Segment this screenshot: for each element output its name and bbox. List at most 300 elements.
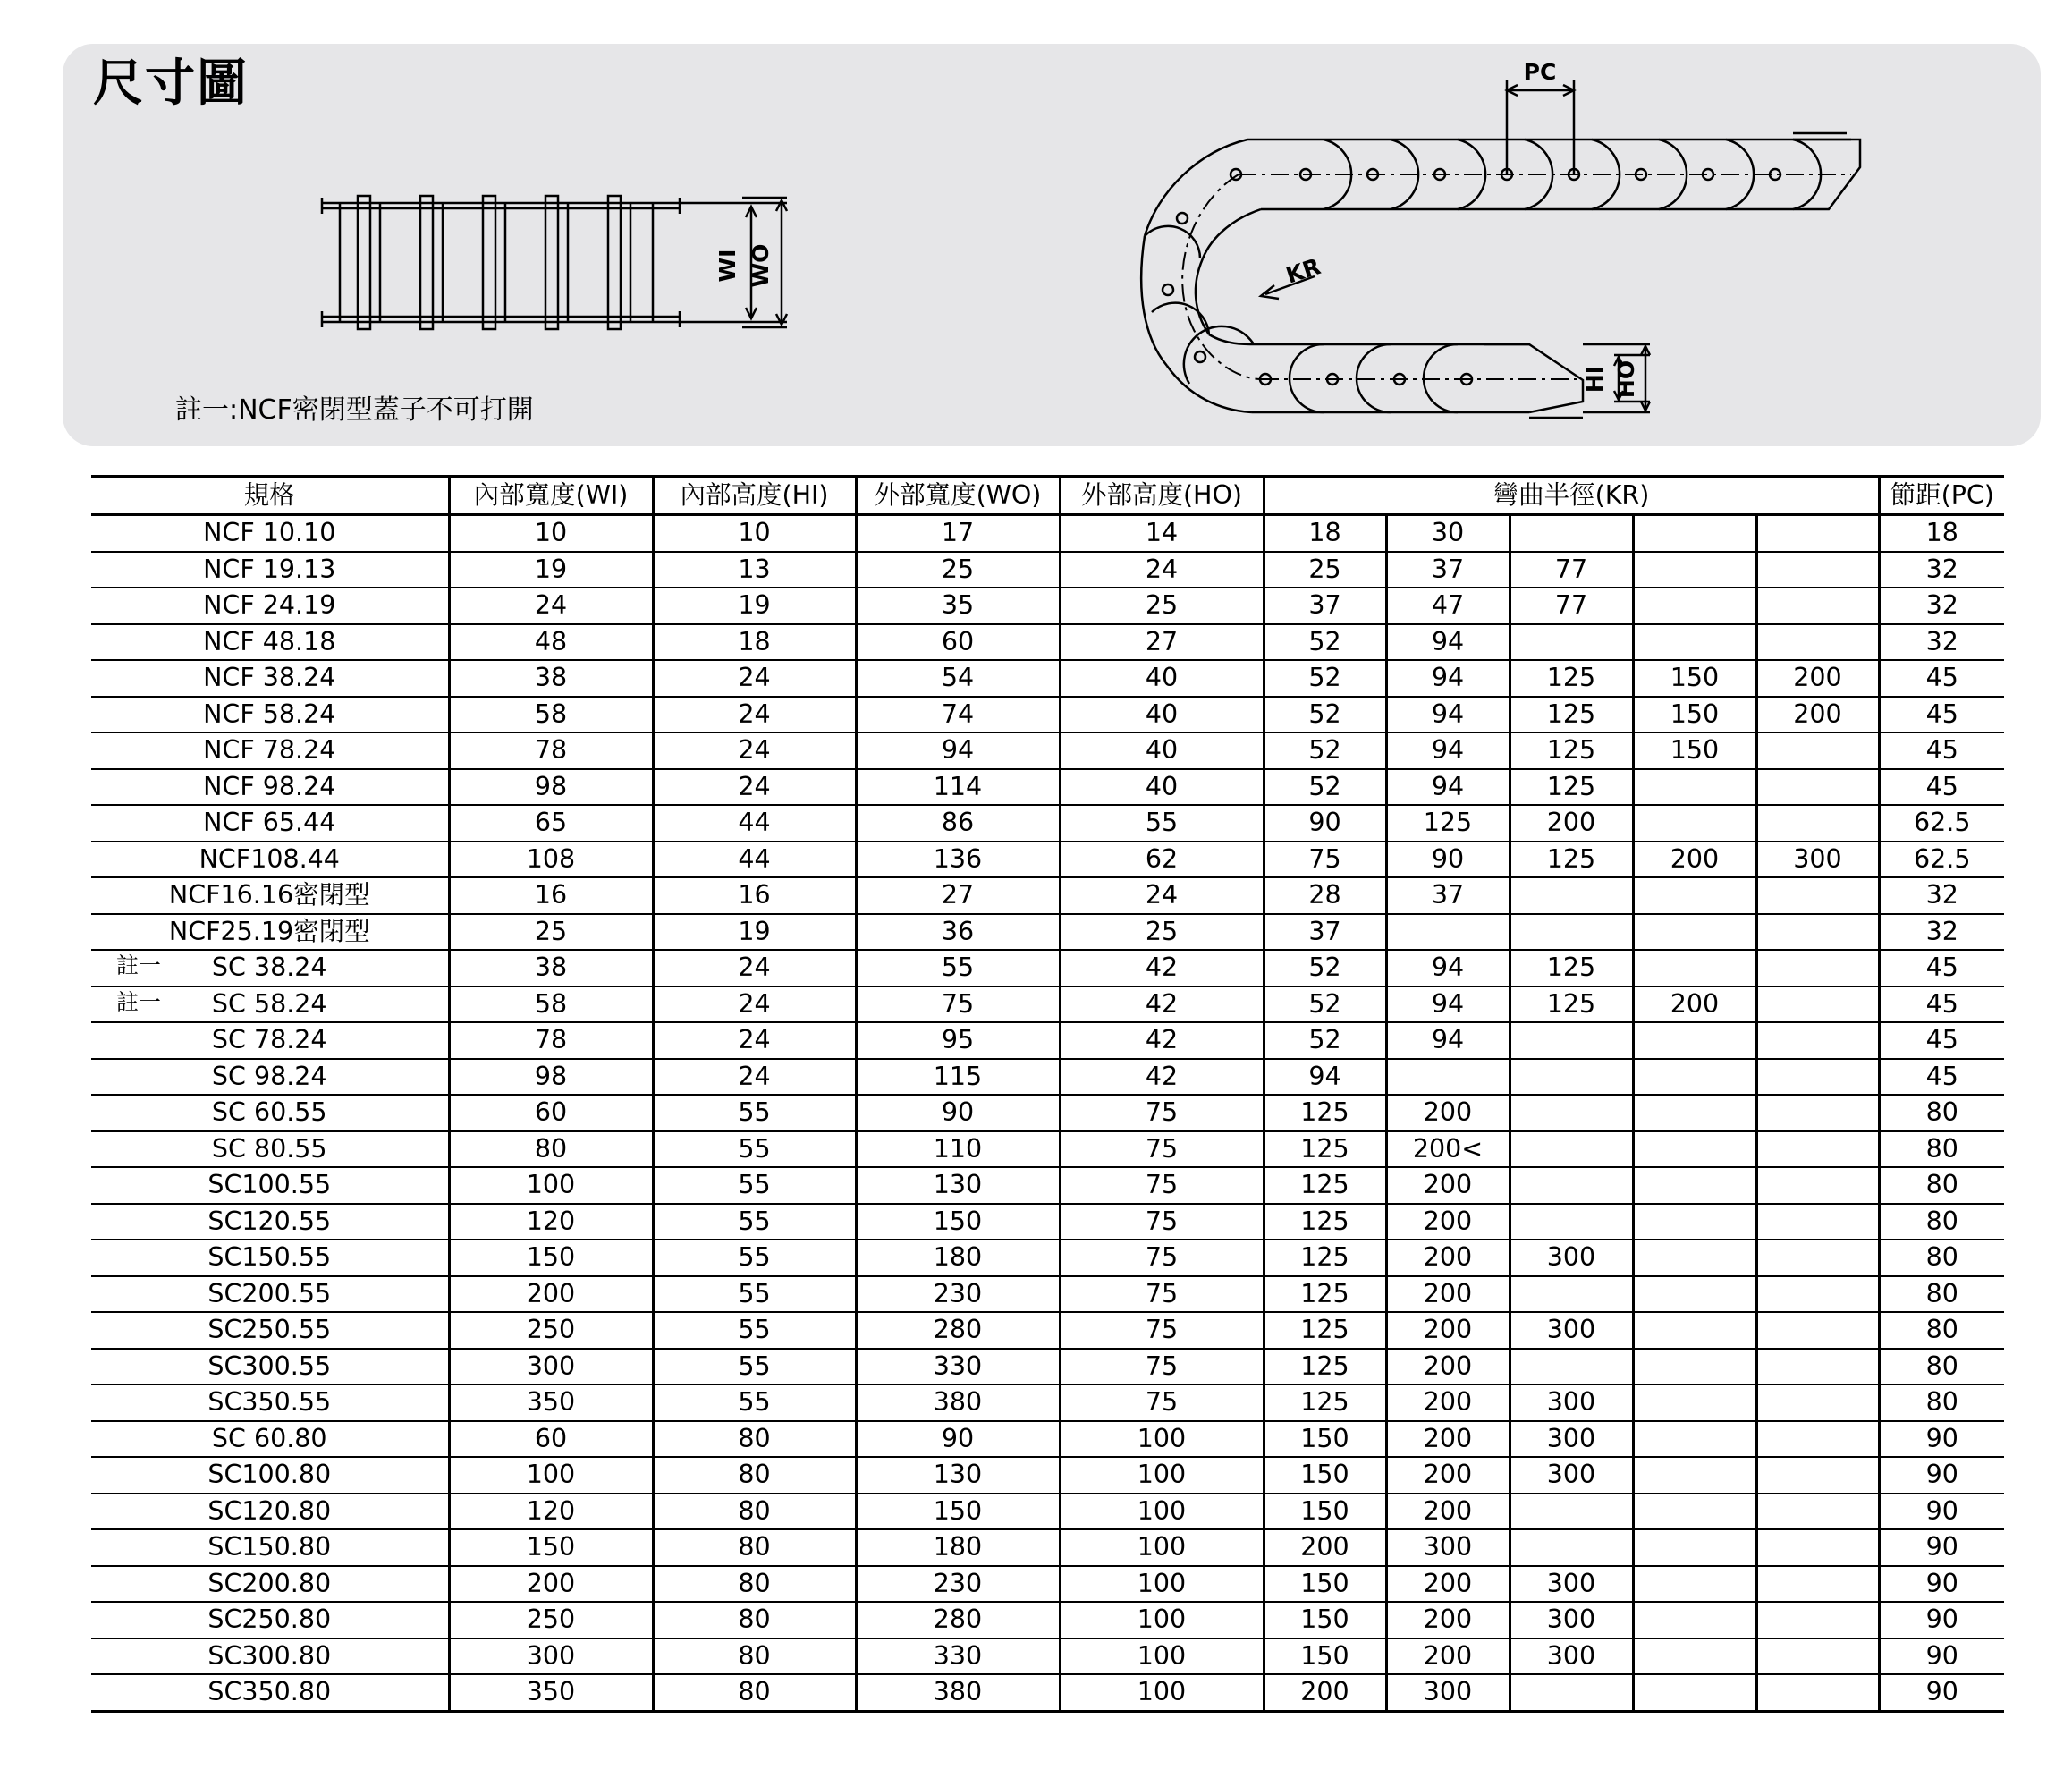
ho-cell: 75 [1060, 1349, 1264, 1385]
pc-cell: 80 [1879, 1131, 2004, 1168]
header-pc: 節距(PC) [1879, 477, 2004, 515]
kr-cell [1633, 1602, 1756, 1638]
hi-cell: 24 [653, 986, 856, 1023]
kr-cell [1633, 1276, 1756, 1313]
hi-cell: 24 [653, 1059, 856, 1096]
hi-cell: 80 [653, 1566, 856, 1603]
hi-cell: 24 [653, 769, 856, 806]
kr-cell [1510, 515, 1633, 552]
header-wi: 內部寬度(WI) [449, 477, 653, 515]
ho-cell: 75 [1060, 1240, 1264, 1276]
kr-cell: 94 [1386, 624, 1510, 661]
ho-cell: 100 [1060, 1602, 1264, 1638]
kr-cell [1756, 552, 1879, 588]
hi-cell: 24 [653, 950, 856, 986]
model-cell [91, 1095, 449, 1131]
kr-cell: 200 [1386, 1602, 1510, 1638]
kr-cell: 200 [1264, 1529, 1386, 1566]
kr-cell: 94 [1386, 986, 1510, 1023]
kr-cell: 150 [1633, 697, 1756, 733]
model-cell [91, 1240, 449, 1276]
model-name: NCF 98.24 [203, 771, 336, 801]
kr-cell [1756, 1240, 1879, 1276]
header-wo: 外部寬度(WO) [856, 477, 1060, 515]
wo-cell: 230 [856, 1276, 1060, 1313]
model-name: SC120.80 [207, 1495, 332, 1526]
kr-cell: 125 [1264, 1204, 1386, 1240]
pc-cell: 80 [1879, 1312, 2004, 1349]
kr-cell [1633, 588, 1756, 624]
wo-cell: 35 [856, 588, 1060, 624]
ho-cell: 40 [1060, 732, 1264, 769]
kr-cell [1756, 1059, 1879, 1096]
table-row [91, 1529, 2004, 1566]
wo-cell: 380 [856, 1674, 1060, 1711]
kr-cell [1756, 1384, 1879, 1421]
hi-cell: 55 [653, 1131, 856, 1168]
kr-cell [1510, 624, 1633, 661]
kr-cell: 300 [1510, 1312, 1633, 1349]
kr-cell [1633, 1022, 1756, 1059]
hi-cell: 55 [653, 1095, 856, 1131]
kr-cell [1756, 1457, 1879, 1494]
kr-cell: 47 [1386, 588, 1510, 624]
kr-cell [1633, 1566, 1756, 1603]
kr-cell: 28 [1264, 877, 1386, 914]
kr-cell: 52 [1264, 624, 1386, 661]
hi-cell: 55 [653, 1276, 856, 1313]
kr-cell [1756, 1638, 1879, 1675]
model-name: SC120.55 [207, 1206, 332, 1236]
pc-cell: 80 [1879, 1276, 2004, 1313]
kr-cell: 94 [1264, 1059, 1386, 1096]
wo-cell: 180 [856, 1529, 1060, 1566]
kr-cell: 52 [1264, 1022, 1386, 1059]
kr-cell: 150 [1633, 660, 1756, 697]
kr-cell [1633, 1638, 1756, 1675]
kr-cell: 90 [1264, 805, 1386, 842]
kr-cell: 125 [1264, 1276, 1386, 1313]
ho-cell: 42 [1060, 950, 1264, 986]
kr-cell: 300 [1386, 1674, 1510, 1711]
kr-cell [1633, 1349, 1756, 1385]
table-row [91, 842, 2004, 878]
wi-cell: 38 [449, 950, 653, 986]
kr-cell: 94 [1386, 1022, 1510, 1059]
hi-cell: 19 [653, 588, 856, 624]
model-name: NCF 65.44 [203, 808, 336, 837]
model-cell [91, 588, 449, 624]
hi-cell: 13 [653, 552, 856, 588]
table-row [91, 1276, 2004, 1313]
table-row [91, 624, 2004, 661]
kr-cell [1633, 1167, 1756, 1204]
kr-cell [1756, 1204, 1879, 1240]
wo-cell: 230 [856, 1566, 1060, 1603]
hi-cell: 24 [653, 1022, 856, 1059]
ho-cell: 27 [1060, 624, 1264, 661]
hi-cell: 16 [653, 877, 856, 914]
kr-cell [1633, 1059, 1756, 1096]
wi-cell: 58 [449, 986, 653, 1023]
kr-cell [1756, 1276, 1879, 1313]
table-row [91, 515, 2004, 552]
wo-cell: 17 [856, 515, 1060, 552]
kr-cell: 52 [1264, 950, 1386, 986]
kr-cell [1756, 1312, 1879, 1349]
ho-cell: 100 [1060, 1494, 1264, 1530]
kr-cell [1510, 1022, 1633, 1059]
table-row [91, 914, 2004, 951]
kr-cell: 52 [1264, 732, 1386, 769]
table-row [91, 588, 2004, 624]
header-model: 規格 [91, 477, 449, 515]
hi-cell: 24 [653, 660, 856, 697]
kr-cell [1756, 732, 1879, 769]
pc-cell: 32 [1879, 552, 2004, 588]
kr-cell [1633, 914, 1756, 951]
kr-cell [1633, 1674, 1756, 1711]
pc-cell: 45 [1879, 732, 2004, 769]
model-name: NCF108.44 [199, 843, 340, 874]
model-cell [91, 1349, 449, 1385]
kr-cell: 200 [1633, 986, 1756, 1023]
pc-cell: 80 [1879, 1384, 2004, 1421]
table-row [91, 1638, 2004, 1675]
diagram-note: 註一:NCF密閉型蓋子不可打開 [175, 394, 534, 426]
kr-cell: 125 [1264, 1095, 1386, 1131]
kr-cell [1756, 805, 1879, 842]
model-cell [91, 1638, 449, 1675]
table-row [91, 877, 2004, 914]
kr-cell: 200 [1386, 1240, 1510, 1276]
pc-cell: 32 [1879, 914, 2004, 951]
wi-cell: 150 [449, 1240, 653, 1276]
table-row [91, 1240, 2004, 1276]
hi-cell: 55 [653, 1384, 856, 1421]
ho-cell: 75 [1060, 1384, 1264, 1421]
hi-label: HI [1582, 365, 1608, 394]
model-name: NCF 78.24 [203, 735, 336, 765]
wi-cell: 250 [449, 1312, 653, 1349]
wo-cell: 60 [856, 624, 1060, 661]
model-name: NCF 38.24 [203, 663, 336, 692]
pc-cell: 80 [1879, 1095, 2004, 1131]
kr-cell: 125 [1510, 660, 1633, 697]
wi-cell: 78 [449, 1022, 653, 1059]
kr-cell [1510, 1095, 1633, 1131]
kr-cell [1756, 1349, 1879, 1385]
kr-cell: 52 [1264, 986, 1386, 1023]
model-name: SC 98.24 [211, 1061, 327, 1091]
hi-cell: 19 [653, 914, 856, 951]
ho-cell: 40 [1060, 769, 1264, 806]
hi-cell: 55 [653, 1312, 856, 1349]
kr-cell: 300 [1510, 1384, 1633, 1421]
kr-cell [1756, 624, 1879, 661]
ho-cell: 55 [1060, 805, 1264, 842]
model-name: SC200.80 [207, 1568, 332, 1598]
wo-cell: 54 [856, 660, 1060, 697]
wi-cell: 60 [449, 1421, 653, 1458]
pc-cell: 90 [1879, 1566, 2004, 1603]
wi-cell: 19 [449, 552, 653, 588]
kr-cell: 94 [1386, 950, 1510, 986]
model-name: NCF 58.24 [203, 698, 336, 729]
table-row [91, 986, 2004, 1023]
kr-cell [1756, 1022, 1879, 1059]
spec-table-body [91, 515, 2004, 1712]
spec-table [91, 475, 2004, 1713]
ho-cell: 100 [1060, 1529, 1264, 1566]
wo-cell: 280 [856, 1602, 1060, 1638]
table-row [91, 697, 2004, 733]
model-name: NCF16.16密閉型 [168, 880, 370, 910]
kr-cell [1756, 1674, 1879, 1711]
kr-cell: 37 [1386, 552, 1510, 588]
kr-cell: 125 [1264, 1240, 1386, 1276]
hi-cell: 18 [653, 624, 856, 661]
wi-cell: 100 [449, 1457, 653, 1494]
wi-cell: 108 [449, 842, 653, 878]
hi-cell: 10 [653, 515, 856, 552]
table-row [91, 552, 2004, 588]
model-name: SC300.55 [207, 1350, 332, 1381]
ho-cell: 40 [1060, 660, 1264, 697]
kr-cell [1756, 1602, 1879, 1638]
kr-cell [1633, 1131, 1756, 1168]
kr-cell: 200 [1386, 1494, 1510, 1530]
table-row [91, 1022, 2004, 1059]
kr-cell: 200 [1386, 1384, 1510, 1421]
kr-cell [1633, 552, 1756, 588]
kr-cell [1510, 1276, 1633, 1313]
model-cell [91, 515, 449, 552]
wi-cell: 98 [449, 769, 653, 806]
model-cell [91, 914, 449, 951]
wi-cell: 24 [449, 588, 653, 624]
kr-cell [1756, 1131, 1879, 1168]
kr-cell [1386, 914, 1510, 951]
ho-cell: 24 [1060, 552, 1264, 588]
model-name: SC 60.55 [211, 1097, 327, 1127]
table-row [91, 1204, 2004, 1240]
ho-cell: 100 [1060, 1421, 1264, 1458]
wo-cell: 25 [856, 552, 1060, 588]
wo-cell: 114 [856, 769, 1060, 806]
kr-cell: 200< [1386, 1131, 1510, 1168]
dimension-diagram-panel [63, 44, 2041, 446]
wi-cell: 25 [449, 914, 653, 951]
kr-cell [1756, 1529, 1879, 1566]
ho-cell: 75 [1060, 1204, 1264, 1240]
wo-label: WO [748, 243, 774, 288]
model-name: SC150.55 [207, 1242, 332, 1272]
kr-cell [1633, 950, 1756, 986]
model-cell [91, 1529, 449, 1566]
wi-cell: 150 [449, 1529, 653, 1566]
kr-cell [1756, 1494, 1879, 1530]
table-row [91, 1167, 2004, 1204]
wi-cell: 80 [449, 1131, 653, 1168]
ho-cell: 75 [1060, 1095, 1264, 1131]
table-row [91, 950, 2004, 986]
kr-cell [1756, 950, 1879, 986]
kr-cell [1633, 1240, 1756, 1276]
ho-cell: 25 [1060, 914, 1264, 951]
model-cell [91, 1022, 449, 1059]
wo-cell: 150 [856, 1494, 1060, 1530]
pc-cell: 90 [1879, 1457, 2004, 1494]
model-name: SC 58.24 [211, 988, 327, 1019]
model-cell [91, 1384, 449, 1421]
table-row [91, 1131, 2004, 1168]
table-row [91, 1674, 2004, 1711]
header-ho: 外部高度(HO) [1060, 477, 1264, 515]
kr-cell: 150 [1264, 1421, 1386, 1458]
pc-cell: 18 [1879, 515, 2004, 552]
model-name: SC350.55 [207, 1387, 332, 1417]
kr-cell: 94 [1386, 769, 1510, 806]
kr-cell: 300 [1386, 1529, 1510, 1566]
ho-cell: 75 [1060, 1276, 1264, 1313]
table-row [91, 1421, 2004, 1458]
kr-cell [1756, 986, 1879, 1023]
model-name: SC 78.24 [211, 1025, 327, 1054]
kr-cell: 300 [1510, 1638, 1633, 1675]
model-name: SC150.80 [207, 1532, 332, 1562]
ho-cell: 75 [1060, 1131, 1264, 1168]
kr-cell [1633, 1494, 1756, 1530]
ho-label: HO [1613, 360, 1639, 399]
kr-cell [1756, 1167, 1879, 1204]
pc-cell: 62.5 [1879, 805, 2004, 842]
pc-cell: 45 [1879, 769, 2004, 806]
wo-cell: 75 [856, 986, 1060, 1023]
ho-cell: 14 [1060, 515, 1264, 552]
model-name: SC 80.55 [211, 1133, 327, 1164]
kr-cell [1633, 624, 1756, 661]
model-cell [91, 1059, 449, 1096]
wi-cell: 300 [449, 1349, 653, 1385]
kr-cell: 37 [1264, 914, 1386, 951]
hi-cell: 80 [653, 1602, 856, 1638]
kr-cell: 150 [1264, 1494, 1386, 1530]
wi-cell: 60 [449, 1095, 653, 1131]
kr-cell: 37 [1386, 877, 1510, 914]
model-cell [91, 697, 449, 733]
side-view-drawing [63, 44, 2041, 446]
wi-cell: 300 [449, 1638, 653, 1675]
model-cell [91, 552, 449, 588]
kr-cell: 200 [1386, 1457, 1510, 1494]
ho-cell: 24 [1060, 877, 1264, 914]
ho-cell: 40 [1060, 697, 1264, 733]
kr-cell [1756, 515, 1879, 552]
table-row [91, 1494, 2004, 1530]
kr-cell [1510, 1494, 1633, 1530]
wi-cell: 350 [449, 1674, 653, 1711]
kr-cell [1633, 769, 1756, 806]
ho-cell: 100 [1060, 1566, 1264, 1603]
pc-cell: 90 [1879, 1529, 2004, 1566]
kr-cell [1510, 877, 1633, 914]
ho-cell: 42 [1060, 986, 1264, 1023]
ho-cell: 100 [1060, 1638, 1264, 1675]
wo-cell: 330 [856, 1349, 1060, 1385]
kr-cell [1756, 1566, 1879, 1603]
kr-cell [1386, 1059, 1510, 1096]
header-hi: 內部高度(HI) [653, 477, 856, 515]
kr-cell: 200 [1386, 1349, 1510, 1385]
wo-cell: 380 [856, 1384, 1060, 1421]
table-row [91, 1457, 2004, 1494]
kr-cell [1633, 1421, 1756, 1458]
wo-cell: 55 [856, 950, 1060, 986]
model-name: NCF25.19密閉型 [168, 916, 370, 946]
model-name: NCF 48.18 [203, 626, 336, 656]
model-cell [91, 624, 449, 661]
hi-cell: 55 [653, 1167, 856, 1204]
table-row [91, 660, 2004, 697]
pc-cell: 80 [1879, 1240, 2004, 1276]
wo-cell: 110 [856, 1131, 1060, 1168]
kr-label: KR [1282, 253, 1324, 289]
model-cell [91, 1131, 449, 1168]
pc-cell: 90 [1879, 1638, 2004, 1675]
kr-cell [1510, 1167, 1633, 1204]
pc-cell: 62.5 [1879, 842, 2004, 878]
kr-cell [1633, 805, 1756, 842]
kr-cell: 200 [1386, 1276, 1510, 1313]
kr-cell: 125 [1264, 1131, 1386, 1168]
wi-cell: 98 [449, 1059, 653, 1096]
kr-cell: 125 [1510, 732, 1633, 769]
wo-cell: 115 [856, 1059, 1060, 1096]
kr-cell: 200 [1386, 1566, 1510, 1603]
model-name: NCF 19.13 [203, 554, 336, 584]
kr-cell: 30 [1386, 515, 1510, 552]
wo-cell: 90 [856, 1421, 1060, 1458]
kr-cell: 94 [1386, 732, 1510, 769]
pc-cell: 90 [1879, 1674, 2004, 1711]
wo-cell: 36 [856, 914, 1060, 951]
kr-cell [1633, 1529, 1756, 1566]
kr-cell: 200 [1756, 660, 1879, 697]
kr-cell: 300 [1510, 1421, 1633, 1458]
kr-cell: 77 [1510, 552, 1633, 588]
pc-cell: 45 [1879, 950, 2004, 986]
kr-cell [1510, 1529, 1633, 1566]
kr-cell: 200 [1386, 1204, 1510, 1240]
wi-cell: 200 [449, 1276, 653, 1313]
hi-cell: 44 [653, 842, 856, 878]
pc-cell: 80 [1879, 1204, 2004, 1240]
hi-cell: 80 [653, 1421, 856, 1458]
kr-cell: 125 [1386, 805, 1510, 842]
wi-cell: 16 [449, 877, 653, 914]
kr-cell: 200 [1386, 1312, 1510, 1349]
kr-cell: 200 [1386, 1167, 1510, 1204]
ho-cell: 25 [1060, 588, 1264, 624]
model-cell [91, 1674, 449, 1711]
pc-cell: 80 [1879, 1167, 2004, 1204]
wi-cell: 58 [449, 697, 653, 733]
kr-cell: 150 [1633, 732, 1756, 769]
hi-cell: 80 [653, 1638, 856, 1675]
wo-cell: 90 [856, 1095, 1060, 1131]
pc-cell: 32 [1879, 588, 2004, 624]
